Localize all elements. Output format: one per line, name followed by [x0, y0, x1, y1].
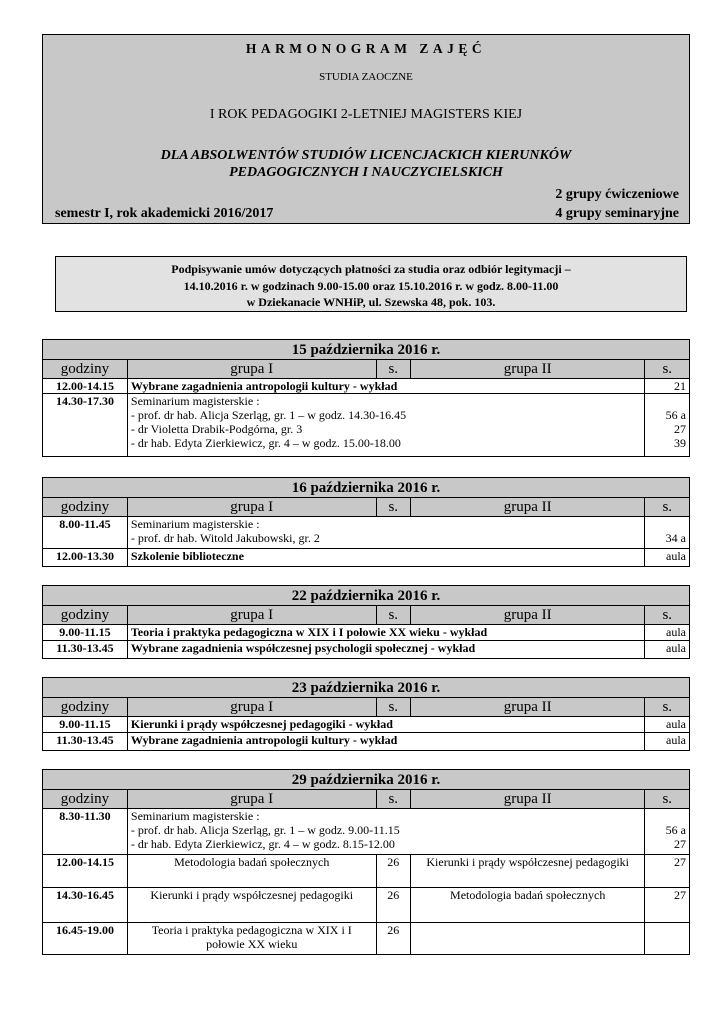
- table-row: [43, 394, 690, 457]
- seminar-line: Seminarium magisterskie :: [130, 809, 260, 823]
- time-slot: 12.00-14.15: [43, 379, 128, 394]
- room2-header: s.: [645, 698, 690, 717]
- table-row: [43, 717, 690, 733]
- seminar-line: - prof. dr hab. Alicja Szerląg, gr. 1 – w godz. 9.00-11.15: [130, 823, 400, 837]
- lecture-subject: Wybrane zagadnienia współczesnej psychologii społecznej - wykład: [127, 641, 645, 659]
- audience-line: PEDAGOGICZNYCH I NAUCZYCIELSKICH: [229, 165, 503, 180]
- day-date: 22 października 2016 r.: [43, 586, 690, 606]
- page-title: HARMONOGRAM ZAJĘĆ: [245, 41, 487, 56]
- seminar-rooms: [645, 809, 690, 855]
- table-row: [43, 733, 690, 751]
- study-mode: STUDIA ZAOCZNE: [319, 71, 413, 83]
- time-slot: 16.45-19.00: [43, 923, 128, 955]
- group2-class: [410, 923, 645, 955]
- room-number: aula: [645, 549, 690, 567]
- time-slot: 8.30-11.30: [43, 809, 128, 855]
- group1-room: 26: [376, 855, 410, 888]
- exercise-groups: 2 grupy ćwiczeniowe: [555, 187, 679, 202]
- lecture-subject: Kierunki i prądy współczesnej pedagogiki - wykład: [127, 717, 645, 733]
- time-slot: 12.00-13.30: [43, 549, 128, 567]
- notice-line: 14.10.2016 r. w godzinach 9.00-15.00 oraz 15.10.2016 r. w godz. 8.00-11.00: [183, 278, 559, 293]
- room-number: 56 a: [665, 408, 686, 422]
- group1-header: grupa I: [127, 498, 376, 517]
- room1-header: s.: [376, 790, 410, 809]
- day-date: 29 października 2016 r.: [43, 770, 690, 790]
- day-schedule-table: [42, 677, 690, 751]
- time-slot: 9.00-11.15: [43, 717, 128, 733]
- time-slot: 12.00-14.15: [43, 855, 128, 888]
- table-row: [43, 855, 690, 888]
- audience: [43, 147, 689, 181]
- notice-line: Podpisywanie umów dotyczących płatności za studia oraz odbiór legitymacji –: [171, 262, 571, 276]
- room2-header: s.: [645, 606, 690, 625]
- room-number: aula: [645, 733, 690, 751]
- group2-header: grupa II: [410, 360, 645, 379]
- room-number: 56 a: [665, 823, 686, 837]
- table-row: [43, 625, 690, 641]
- seminar-rooms: [645, 517, 690, 549]
- group2-room: [645, 923, 690, 955]
- room-number: [648, 394, 686, 408]
- seminar-line: - prof. dr hab. Witold Jakubowski, gr. 2: [130, 531, 320, 545]
- time-slot: 11.30-13.45: [43, 733, 128, 751]
- room-number: aula: [645, 717, 690, 733]
- room-number: 21: [645, 379, 690, 394]
- seminar-list: [127, 517, 645, 549]
- program-name: I ROK PEDAGOGIKI 2-LETNIEJ MAGISTERS KIEJ: [209, 107, 523, 122]
- room-number: aula: [645, 641, 690, 659]
- room2-header: s.: [645, 498, 690, 517]
- table-row: [43, 641, 690, 659]
- hours-header: godziny: [43, 606, 128, 625]
- room1-header: s.: [376, 498, 410, 517]
- contract-notice: [55, 256, 687, 312]
- seminar-list: [127, 809, 645, 855]
- room2-header: s.: [645, 360, 690, 379]
- group1-room: 26: [376, 888, 410, 923]
- room-number: [648, 809, 686, 823]
- group1-header: grupa I: [127, 360, 376, 379]
- room1-header: s.: [376, 606, 410, 625]
- group2-class: Metodologia badań społecznych: [410, 888, 645, 923]
- day-schedule-table: [42, 339, 690, 457]
- semester-info: semestr I, rok akademicki 2016/2017: [55, 206, 274, 221]
- day-date: 15 października 2016 r.: [43, 340, 690, 360]
- table-row: [43, 517, 690, 549]
- audience-line: DLA ABSOLWENTÓW STUDIÓW LICENCJACKICH KIERUNKÓW: [160, 148, 572, 163]
- room-number: aula: [645, 625, 690, 641]
- lecture-subject: Szkolenie biblioteczne: [127, 549, 645, 567]
- group1-room: 26: [376, 923, 410, 955]
- time-slot: 8.00-11.45: [43, 517, 128, 549]
- group1-header: grupa I: [127, 698, 376, 717]
- room-number: 27: [674, 422, 686, 436]
- day-schedule-table: [42, 477, 690, 567]
- seminar-line: Seminarium magisterskie :: [130, 517, 260, 531]
- group1-header: grupa I: [127, 790, 376, 809]
- seminar-list: [127, 394, 645, 457]
- table-row: [43, 379, 690, 394]
- schedule-header: [42, 34, 690, 224]
- room2-header: s.: [645, 790, 690, 809]
- room1-header: s.: [376, 698, 410, 717]
- table-row: [43, 549, 690, 567]
- group2-class: Kierunki i prądy współczesnej pedagogiki: [410, 855, 645, 888]
- group2-header: grupa II: [410, 698, 645, 717]
- group1-header: grupa I: [127, 606, 376, 625]
- time-slot: 9.00-11.15: [43, 625, 128, 641]
- seminar-line: - dr Violetta Drabik-Podgórna, gr. 3: [130, 422, 303, 436]
- seminar-line: - prof. dr hab. Alicja Szerląg, gr. 1 – w godz. 14.30-16.45: [130, 408, 407, 422]
- lecture-subject: Wybrane zagadnienia antropologii kultury - wykład: [127, 379, 645, 394]
- group1-class: Metodologia badań społecznych: [127, 855, 376, 888]
- room-number: [648, 517, 686, 531]
- lecture-subject: Teoria i praktyka pedagogiczna w XIX i I połowie XX wieku - wykład: [127, 625, 645, 641]
- time-slot: 11.30-13.45: [43, 641, 128, 659]
- hours-header: godziny: [43, 790, 128, 809]
- day-date: 23 października 2016 r.: [43, 678, 690, 698]
- hours-header: godziny: [43, 498, 128, 517]
- group2-header: grupa II: [410, 498, 645, 517]
- group2-room: 27: [645, 888, 690, 923]
- table-row: [43, 923, 690, 955]
- group2-header: grupa II: [410, 790, 645, 809]
- room-number: 27: [674, 837, 686, 851]
- group1-class: Teoria i praktyka pedagogiczna w XIX i I połowie XX wieku: [127, 923, 376, 955]
- seminar-line: - dr hab. Edyta Zierkiewicz, gr. 4 – w godz. 15.00-18.00: [130, 436, 401, 450]
- group2-header: grupa II: [410, 606, 645, 625]
- time-slot: 14.30-17.30: [43, 394, 128, 457]
- time-slot: 14.30-16.45: [43, 888, 128, 923]
- seminar-rooms: [645, 394, 690, 457]
- room1-header: s.: [376, 360, 410, 379]
- day-schedule-table: [42, 769, 690, 955]
- hours-header: godziny: [43, 360, 128, 379]
- seminar-line: - dr hab. Edyta Zierkiewicz, gr. 4 – w godz. 8.15-12.00: [130, 837, 395, 851]
- lecture-subject: Wybrane zagadnienia antropologii kultury - wykład: [127, 733, 645, 751]
- seminar-line: Seminarium magisterskie :: [130, 394, 260, 408]
- group2-room: 27: [645, 855, 690, 888]
- group1-class: Kierunki i prądy współczesnej pedagogiki: [127, 888, 376, 923]
- table-row: [43, 888, 690, 923]
- room-number: 34 a: [665, 531, 686, 545]
- table-row: [43, 809, 690, 855]
- day-schedule-table: [42, 585, 690, 659]
- room-number: 39: [674, 436, 686, 450]
- day-date: 16 października 2016 r.: [43, 478, 690, 498]
- seminar-groups: 4 grupy seminaryjne: [555, 206, 679, 221]
- hours-header: godziny: [43, 698, 128, 717]
- notice-line: w Dziekanacie WNHiP, ul. Szewska 48, pok. 103.: [246, 295, 496, 309]
